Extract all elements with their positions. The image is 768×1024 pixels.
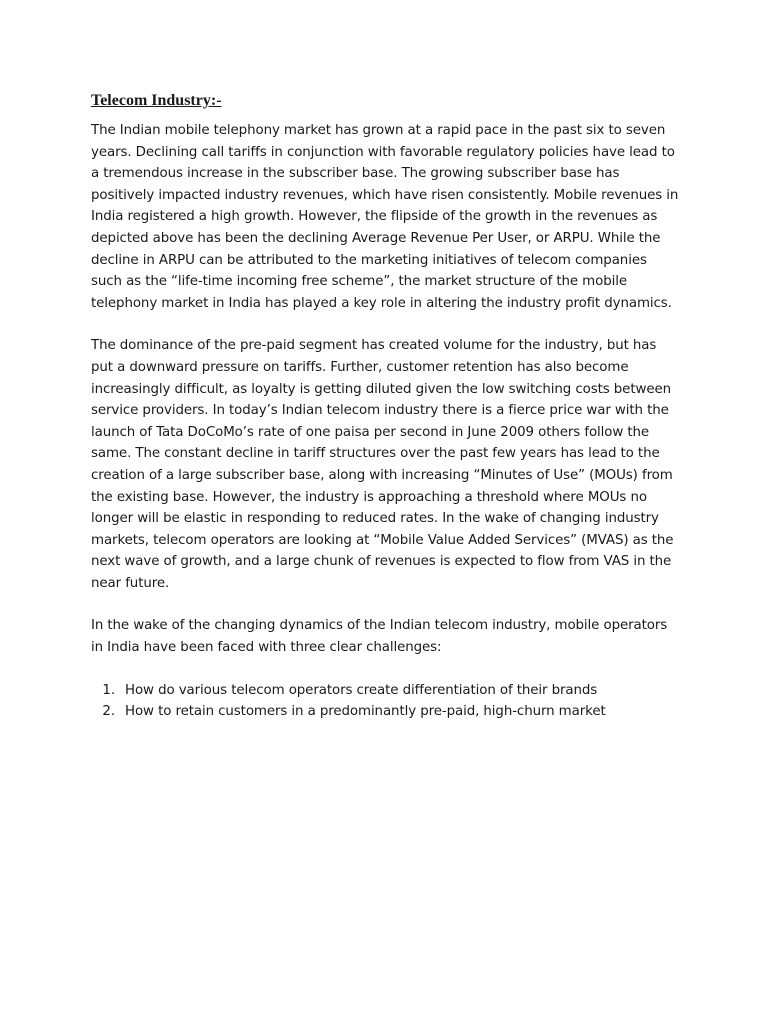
paragraph-market-growth: The Indian mobile telephony market has grown at a rapid pace in the past six to seven years. Declining call tariffs in conjunction with favorable regulatory policies have lead to a tremendous increase in the subscriber base. The growing subscriber base has positively impacted industry revenues, which have risen consistently. Mobile revenues in India registered a high growth. However, the flipside of the growth in the revenues as depicted above has been the declining Average Revenue Per User, or ARPU. While the decline in ARPU can be attributed to the marketing initiatives of telecom companies such as the “life-time incoming free scheme”, the market structure of the mobile telephony market in India has played a key role in altering the industry profit dynamics. [91,123,679,311]
list-item-text: How do various telecom operators create differentiation of their brands [125,682,598,698]
list-item-text: How to retain customers in a predominantly pre-paid, high-churn market [125,704,606,720]
list-item [91,680,679,702]
challenges-list [91,680,679,723]
section-heading: Telecom Industry:- [91,92,222,109]
list-item [91,701,679,723]
paragraph-prepaid-dominance: The dominance of the pre-paid segment has created volume for the industry, but has put a downward pressure on tariffs. Further, customer retention has also become increasingly difficult, as loyalty is getting diluted given the low switching costs between service providers. In today’s Indian telecom industry there is a fierce price war with the launch of Tata DoCoMo’s rate of one paisa per second in June 2009 others follow the same. The constant decline in tariff structures over the past few years has lead to the creation of a large subscriber base, along with increasing “Minutes of Use” (MOUs) from the existing base. However, the industry is approaching a threshold where MOUs no longer will be elastic in responding to reduced rates. In the wake of changing industry markets, telecom operators are looking at “Mobile Value Added Services” (MVAS) as the next wave of growth, and a large chunk of revenues is expected to flow from VAS in the near future. [91,338,674,591]
paragraph-challenges-intro: In the wake of the changing dynamics of the Indian telecom industry, mobile operators in India have been faced with three clear challenges: [91,618,668,656]
list-item-number: 2. [102,704,115,720]
document-body [91,88,679,723]
list-item-number: 1. [102,682,115,698]
